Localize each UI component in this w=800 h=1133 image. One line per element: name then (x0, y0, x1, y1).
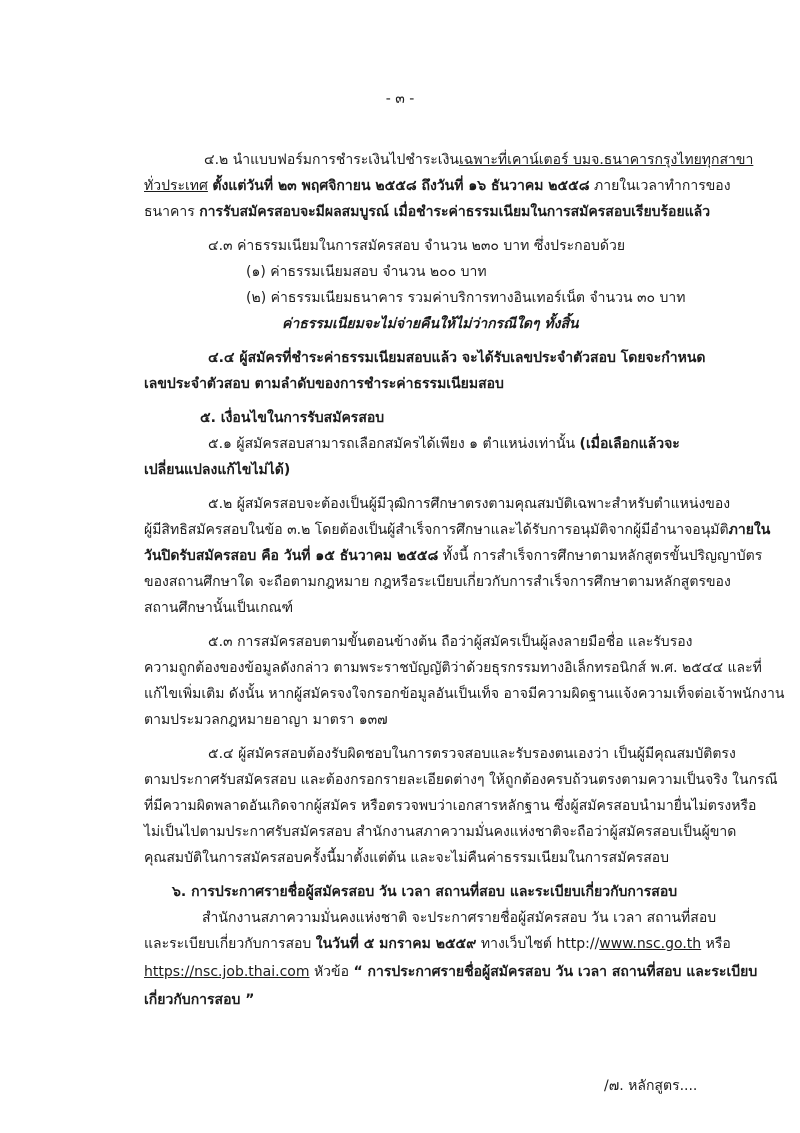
s54-line-5: คุณสมบัติในการสมัครสอบครั้งนี้มาตั้งแต่ต้น และจะไม่คืนค่าธรรมเนียมในการสมัครสอบ (144, 850, 670, 866)
s54-line-1: ๕.๔ ผู้สมัครสอบต้องรับผิดชอบในการตรวจสอบและรับรองตนเองว่า เป็นผู้มีคุณสมบัติตรง (208, 746, 736, 762)
s53-line-3: แก้ไขเพิ่มเติม ดังนั้น หากผู้สมัครจงใจกรอกข้อมูลอันเป็นเท็จ อาจมีความผิดฐานแจ้งความเท็จต่อเจ้าพนักงาน (144, 686, 785, 702)
s6-line-3: https://nsc.job.thai.com หัวข้อ “ การประกาศรายชื่อผู้สมัครสอบ วัน เวลา สถานที่สอบ และระเบียบ (144, 964, 758, 980)
section-6-heading: ๖. การประกาศรายชื่อผู้สมัครสอบ วัน เวลา สถานที่สอบ และระเบียบเกี่ยวกับการสอบ (172, 884, 678, 900)
s43-item-1: (๑) ค่าธรรมเนียมสอบ จำนวน ๒๐๐ บาท (246, 264, 487, 280)
s52-line-2: ผู้มีสิทธิสมัครสอบในข้อ ๓.๒ โดยต้องเป็นผู้สำเร็จการศึกษาและได้รับการอนุมัติจากผู้มีอำนาจอนุมัติภายใน (144, 522, 771, 538)
s44-line-1: ๔.๔ ผู้สมัครที่ชำระค่าธรรมเนียมสอบแล้ว จะได้รับเลขประจำตัวสอบ โดยจะกำหนด (208, 350, 706, 366)
s53-line-4: ตามประมวลกฎหมายอาญา มาตรา ๑๓๗ (144, 712, 388, 728)
s52-line-4: ของสถานศึกษาใด จะถือตามกฎหมาย กฎหรือระเบียบเกี่ยวกับการสำเร็จการศึกษาตามหลักสูตรของ (144, 574, 731, 590)
section-5-heading: ๕. เงื่อนไขในการรับสมัครสอบ (200, 410, 385, 426)
s54-line-3: ที่มีความผิดพลาดอันเกิดจากผู้สมัคร หรือตรวจพบว่าเอกสารหลักฐาน ซึ่งผู้สมัครสอบนำมายื่นไม่ตรงหรือ (144, 798, 757, 814)
s43-no-refund-note: ค่าธรรมเนียมจะไม่จ่ายคืนให้ไม่ว่ากรณีใดๆ ทั้งสิ้น (282, 316, 579, 332)
s42-line-3: ธนาคาร การรับสมัครสอบจะมีผลสมบูรณ์ เมื่อชำระค่าธรรมเนียมในการสมัครสอบเรียบร้อยแล้ว (144, 204, 711, 220)
s51-line-2: เปลี่ยนแปลงแก้ไขไม่ได้) (144, 462, 291, 478)
s42-line-1: ๔.๒ นำแบบฟอร์มการชำระเงินไปชำระเงินเฉพาะที่เคาน์เตอร์ บมจ.ธนาคารกรุงไทยทุกสาขา (204, 152, 754, 168)
s53-line-2: ความถูกต้องของข้อมูลดังกล่าว ตามพระราชบัญญัติว่าด้วยธุรกรรมทางอิเล็กทรอนิกส์ พ.ศ. ๒๕๔๔ และที่ (144, 660, 762, 676)
page-number: - ๓ - (385, 91, 415, 107)
s53-line-1: ๕.๓ การสมัครสอบตามขั้นตอนข้างต้น ถือว่าผู้สมัครเป็นผู้ลงลายมือชื่อ และรับรอง (208, 634, 693, 650)
s6-line-1: สำนักงานสภาความมั่นคงแห่งชาติ จะประกาศรายชื่อผู้สมัครสอบ วัน เวลา สถานที่สอบ (202, 910, 717, 926)
nsc-job-link[interactable]: https://nsc.job.thai.com (144, 964, 310, 980)
s42-line-2: ทั่วประเทศ ตั้งแต่วันที่ ๒๓ พฤศจิกายน ๒๕๕๘ ถึงวันที่ ๑๖ ธันวาคม ๒๕๕๘ ภายในเวลาทำการของ (144, 178, 731, 194)
s54-line-2: ตามประกาศรับสมัครสอบ และต้องกรอกรายละเอียดต่างๆ ให้ถูกต้องครบถ้วนตรงตามความเป็นจริง ในกรณี (144, 772, 778, 788)
s52-line-3: วันปิดรับสมัครสอบ คือ วันที่ ๑๕ ธันวาคม ๒๕๕๘ ทั้งนี้ การสำเร็จการศึกษาตามหลักสูตรขั้นปริญญาบัตร (144, 548, 763, 564)
s44-line-2: เลขประจำตัวสอบ ตามลำดับของการชำระค่าธรรมเนียมสอบ (144, 376, 504, 392)
s52-line-1: ๕.๒ ผู้สมัครสอบจะต้องเป็นผู้มีวุฒิการศึกษาตรงตามคุณสมบัติเฉพาะสำหรับตำแหน่งของ (208, 496, 731, 512)
s52-line-5: สถานศึกษานั้นเป็นเกณฑ์ (144, 600, 294, 616)
nsc-website-link[interactable]: http://www.nsc.go.th (556, 936, 702, 952)
s43-item-2: (๒) ค่าธรรมเนียมธนาคาร รวมค่าบริการทางอินเทอร์เน็ต จำนวน ๓๐ บาท (246, 290, 686, 306)
s43-line-1: ๔.๓ ค่าธรรมเนียมในการสมัครสอบ จำนวน ๒๓๐ บาท ซึ่งประกอบด้วย (208, 238, 626, 254)
s51-line-1: ๕.๑ ผู้สมัครสอบสามารถเลือกสมัครได้เพียง ๑ ตำแหน่งเท่านั้น (เมื่อเลือกแล้วจะ (208, 436, 680, 452)
s54-line-4: ไม่เป็นไปตามประกาศรับสมัครสอบ สำนักงานสภาความมั่นคงแห่งชาติจะถือว่าผู้สมัครสอบเป็นผู้ขาด (144, 824, 737, 840)
s6-line-2: และระเบียบเกี่ยวกับการสอบ ในวันที่ ๕ มกราคม ๒๕๕๙ ทางเว็บไซต์ http://www.nsc.go.th หรือ (144, 936, 731, 952)
s6-line-4: เกี่ยวกับการสอบ ” (144, 992, 255, 1008)
continuation-note: /๗. หลักสูตร.... (604, 1078, 698, 1094)
